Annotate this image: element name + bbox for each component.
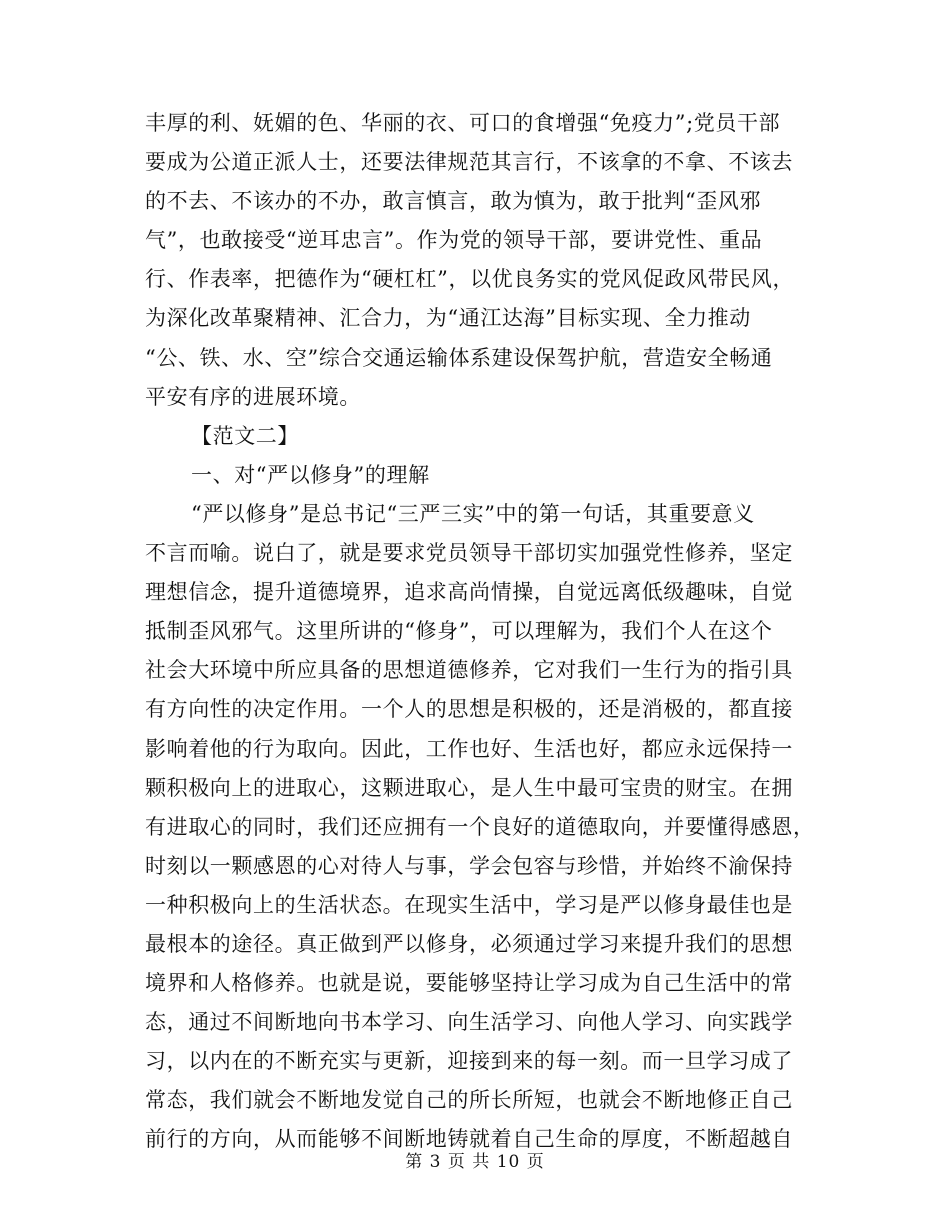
text-line: 社会大环境中所应具备的思想道德修养，它对我们一生行为的指引具 bbox=[145, 658, 793, 683]
text-line: 态，通过不间断地向书本学习、向生活学习、向他人学习、向实践学 bbox=[145, 1010, 793, 1035]
text-line: 有方向性的决定作用。一个人的思想是积极的，还是消极的，都直接 bbox=[145, 697, 793, 722]
text-line: 常态，我们就会不断地发觉自己的所长所短，也就会不断地修正自己 bbox=[145, 1088, 793, 1113]
text-line: 要成为公道正派人士，还要法律规范其言行，不该拿的不拿、不该去 bbox=[145, 150, 793, 175]
text-line: 颗积极向上的进取心，这颗进取心，是人生中最可宝贵的财宝。在拥 bbox=[145, 775, 793, 800]
paragraph-first-line: “严以修身”是总书记“三严三实”中的第一句话，其重要意义 bbox=[191, 501, 755, 526]
text-line: 境界和人格修养。也就是说，要能够坚持让学习成为自己生活中的常 bbox=[145, 971, 793, 996]
text-line: 行、作表率，把德作为“硬杠杠”，以优良务实的党风促政风带民风， bbox=[145, 267, 795, 292]
text-line: 为深化改革聚精神、汇合力，为“通江达海”目标实现、全力推动 bbox=[145, 306, 751, 331]
subsection-heading: 一、对“严以修身”的理解 bbox=[191, 462, 430, 487]
text-line: 习，以内在的不断充实与更新，迎接到来的每一刻。而一旦学习成了 bbox=[145, 1049, 793, 1074]
page-number-footer: 第 3 页 共 10 页 bbox=[405, 1152, 545, 1172]
section-heading: 【范文二】 bbox=[191, 423, 299, 448]
text-line: 不言而喻。说白了，就是要求党员领导干部切实加强党性修养，坚定 bbox=[145, 541, 793, 566]
text-line: 时刻以一颗感恩的心对待人与事，学会包容与珍惜，并始终不渝保持 bbox=[145, 853, 793, 878]
text-line: 一种积极向上的生活状态。在现实生活中，学习是严以修身最佳也是 bbox=[145, 892, 793, 917]
text-line: 平安有序的进展环境。 bbox=[145, 384, 361, 409]
text-line: 丰厚的利、妩媚的色、华丽的衣、可口的食增强“免疫力”;党员干部 bbox=[145, 111, 781, 135]
text-line: “公、铁、水、空”综合交通运输体系建设保驾护航，营造安全畅通 bbox=[145, 345, 773, 370]
text-line: 前行的方向，从而能够不间断地铸就着自己生命的厚度，不断超越自 bbox=[145, 1127, 793, 1152]
text-line: 最根本的途径。真正做到严以修身，必须通过学习来提升我们的思想 bbox=[145, 931, 793, 956]
text-line: 抵制歪风邪气。这里所讲的“修身”，可以理解为，我们个人在这个 bbox=[145, 619, 773, 644]
text-line: 有进取心的同时，我们还应拥有一个良好的道德取向，并要懂得感恩， bbox=[145, 814, 815, 839]
text-line: 的不去、不该办的不办，敢言慎言，敢为慎为，敢于批判“歪风邪 bbox=[145, 189, 762, 214]
text-line: 气”，也敢接受“逆耳忠言”。作为党的领导干部，要讲党性、重品 bbox=[145, 228, 763, 253]
body-text bbox=[145, 104, 815, 1160]
text-line: 影响着他的行为取向。因此，工作也好、生活也好，都应永远保持一 bbox=[145, 736, 793, 761]
text-line: 理想信念，提升道德境界，追求高尚情操，自觉远离低级趣味，自觉 bbox=[145, 580, 793, 605]
